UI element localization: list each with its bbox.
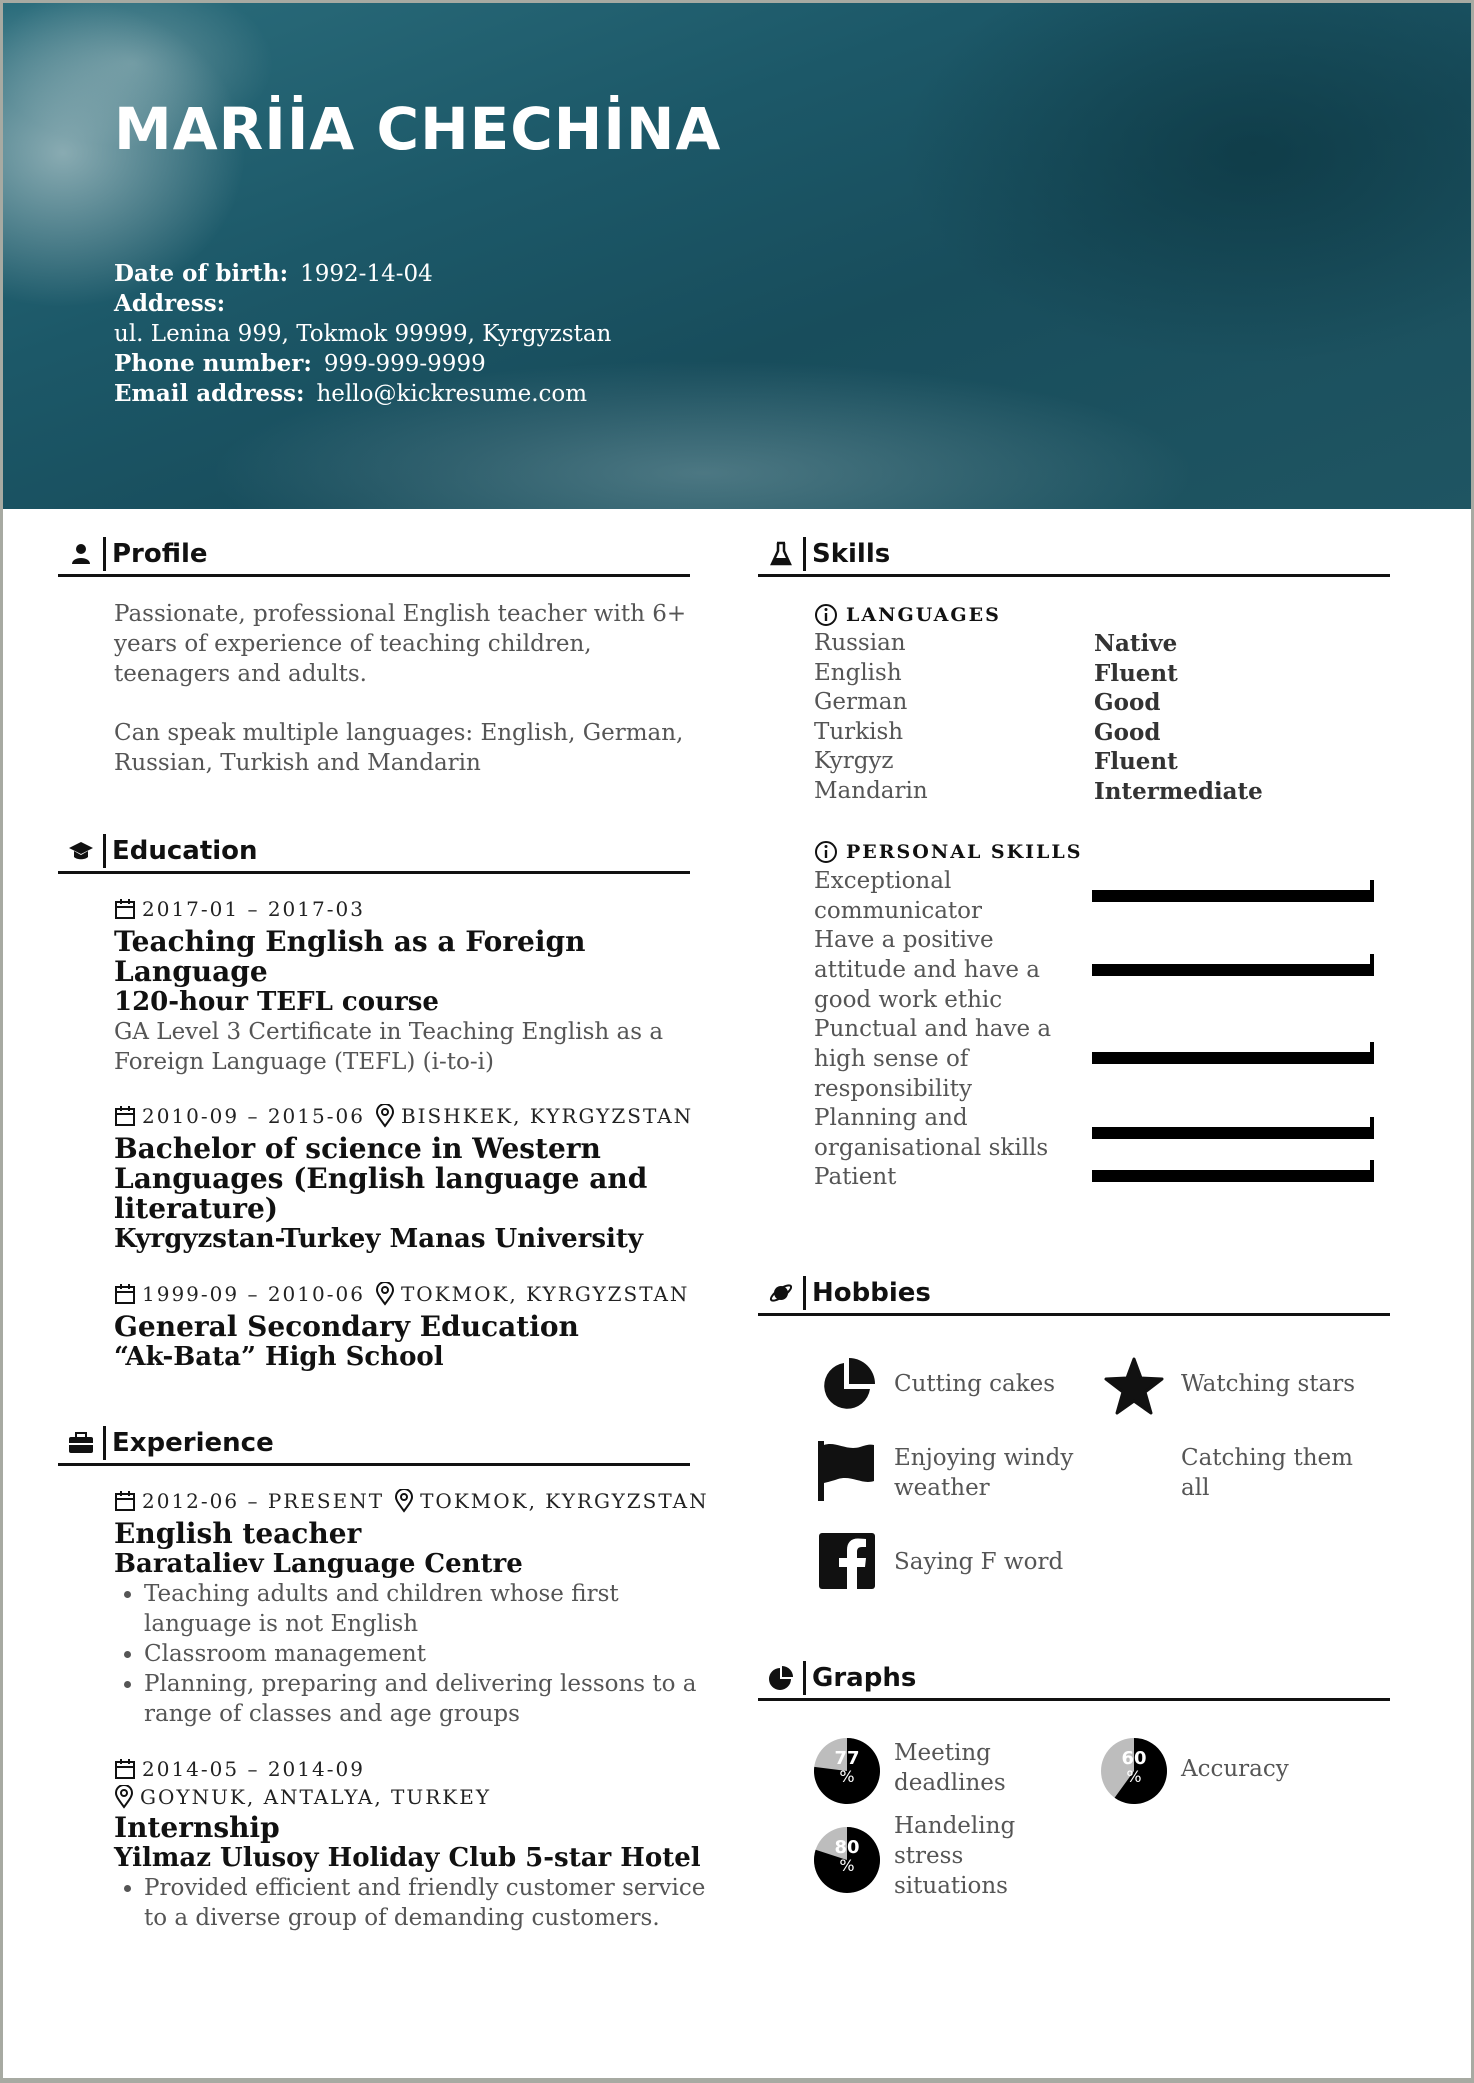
job-bullets: [114, 1873, 724, 1933]
education-item: [114, 1282, 714, 1372]
personal-skills-subheader: PERSONAL SKILLS: [814, 840, 1082, 864]
language-row: Turkish Good: [814, 718, 1161, 746]
language-row: English Fluent: [814, 659, 1178, 687]
address-label: Address:: [114, 290, 226, 317]
hobby-label: Enjoying windy weather: [894, 1445, 1074, 1501]
graphs-title: Graphs: [812, 1663, 917, 1693]
education-title: Education: [112, 836, 258, 866]
graph-unit: %: [1126, 1767, 1142, 1786]
location-pin-icon: [375, 1104, 395, 1128]
location-pin-icon: [394, 1489, 414, 1513]
donut-chart: [1101, 1738, 1167, 1808]
education-description: GA Level 3 Certificate in Teaching English as a Foreign Language (TEFL) (i-to-i): [114, 1019, 664, 1075]
personal-skill-bar: [1092, 890, 1374, 902]
personal-skill-bar: [1092, 1170, 1374, 1182]
pie-chart-icon: [766, 1663, 796, 1693]
experience-location: TOKMOK, KYRGYZSTAN: [420, 1489, 709, 1513]
flask-icon: [766, 539, 796, 569]
personal-skill-bar: [1092, 964, 1374, 976]
employer: Barataliev Language Centre: [114, 1549, 523, 1579]
hobbies-title: Hobbies: [812, 1278, 931, 1308]
education-title-text: Bachelor of science in Western Languages (English language and literature): [114, 1132, 648, 1225]
donut-chart: [814, 1827, 880, 1897]
experience-title: Experience: [112, 1428, 274, 1458]
job-bullets: [114, 1579, 724, 1729]
phone-label: Phone number:: [114, 350, 312, 377]
personal-skill-label: Planning and organisational skills: [814, 1105, 1049, 1161]
education-subtitle: “Ak-Bata” High School: [114, 1342, 444, 1372]
graph-value: 80: [834, 1837, 860, 1858]
profile-title: Profile: [112, 539, 208, 569]
education-dates: 2010-09 – 2015-06 BISHKEK, KYRGYZSTAN: [114, 1104, 714, 1128]
person-name: MARİİA CHECHİNA: [114, 95, 722, 163]
languages-list: [814, 629, 1334, 806]
graph-value: 60: [1121, 1748, 1147, 1769]
facebook-icon: [819, 1533, 875, 1589]
resume-page: [3, 3, 1471, 2078]
personal-skill-label: Have a positive attitude and have a good work ethic: [814, 927, 1040, 1013]
experience-dates: 2014-05 – 2014-09: [114, 1757, 724, 1781]
dob-value: 1992-14-04: [300, 261, 433, 287]
phone-value: 999-999-9999: [323, 351, 486, 377]
location-pin-icon: [114, 1785, 134, 1809]
education-location: BISHKEK, KYRGYZSTAN: [400, 1104, 694, 1128]
profile-paragraph-1: Passionate, professional English teacher with 6+ years of experience of teaching children, teenagers and adults.: [114, 601, 687, 687]
education-dates: 2017-01 – 2017-03: [114, 897, 714, 921]
education-location: TOKMOK, KYRGYZSTAN: [400, 1282, 690, 1306]
skills-header: [758, 534, 1390, 577]
education-title-text: Teaching English as a Foreign Language: [114, 925, 586, 988]
language-row: Russian Native: [814, 630, 1178, 657]
email-value[interactable]: hello@kickresume.com: [316, 381, 588, 407]
graph-label: Accuracy: [1181, 1756, 1289, 1782]
language-row: Kyrgyz Fluent: [814, 748, 1178, 775]
graphs-header: [758, 1658, 1390, 1701]
education-subtitle: 120-hour TEFL course: [114, 987, 439, 1017]
education-item: [114, 1104, 714, 1254]
personal-skill-label: Punctual and have a high sense of responsibility: [814, 1016, 1052, 1102]
job-title: Internship: [114, 1811, 280, 1844]
location-pin-icon: [375, 1282, 395, 1306]
languages-subheader: LANGUAGES: [814, 603, 1001, 627]
list-item: • Planning, preparing and delivering lessons to a range of classes and age groups: [144, 1669, 724, 1729]
hobby-label: Cutting cakes: [894, 1371, 1056, 1397]
employer: Yilmaz Ulusoy Holiday Club 5-star Hotel: [114, 1843, 701, 1873]
briefcase-icon: [66, 1428, 96, 1458]
experience-item: [114, 1757, 724, 1933]
list-item: • Provided efficient and friendly customer service to a diverse group of demanding customers.: [144, 1873, 724, 1933]
calendar-icon: [114, 1758, 136, 1780]
contact-info: [114, 259, 611, 409]
skills-title: Skills: [812, 539, 891, 569]
personal-skill-bar: [1092, 1052, 1374, 1064]
dob-label: Date of birth:: [114, 260, 289, 287]
calendar-icon: [114, 1490, 136, 1512]
personal-skill-label: Exceptional communicator: [814, 868, 983, 924]
language-row: German Good: [814, 689, 1161, 716]
address-value: ul. Lenina 999, Tokmok 99999, Kyrgyzstan: [114, 321, 612, 347]
education-subtitle: Kyrgyzstan-Turkey Manas University: [114, 1224, 643, 1254]
personal-skill-label: Patient: [814, 1164, 897, 1190]
education-item: [114, 897, 714, 1077]
profile-header: [58, 534, 690, 577]
graduation-cap-icon: [66, 836, 96, 866]
experience-dates: 2012-06 – PRESENT TOKMOK, KYRGYZSTAN: [114, 1489, 724, 1513]
hobby-label: Saying F word: [894, 1549, 1064, 1575]
hobbies-header: [758, 1273, 1390, 1316]
profile-paragraph-2: Can speak multiple languages: English, German, Russian, Turkish and Mandarin: [114, 720, 684, 776]
graph-unit: %: [839, 1767, 855, 1786]
job-title: English teacher: [114, 1517, 362, 1550]
graph-value: 77: [834, 1748, 860, 1769]
graph-label: Meeting deadlines: [894, 1740, 1006, 1796]
list-item: • Classroom management: [144, 1639, 724, 1669]
language-row: Mandarin Intermediate: [814, 777, 1263, 805]
graph-label: Handeling stress situations: [894, 1813, 1016, 1899]
star-icon: [1104, 1357, 1164, 1415]
pie-icon: [818, 1357, 876, 1415]
education-dates: 1999-09 – 2010-06 TOKMOK, KYRGYZSTAN: [114, 1282, 714, 1306]
experience-item: [114, 1489, 724, 1729]
header-banner: [3, 3, 1471, 509]
experience-location-row: [114, 1785, 724, 1809]
calendar-icon: [114, 898, 136, 920]
person-icon: [66, 539, 96, 569]
info-icon: [814, 603, 838, 627]
calendar-icon: [114, 1283, 136, 1305]
education-title-text: General Secondary Education: [114, 1310, 579, 1343]
list-item: • Teaching adults and children whose first language is not English: [144, 1579, 724, 1639]
experience-header: [58, 1423, 690, 1466]
planet-icon: [766, 1278, 796, 1308]
email-label: Email address:: [114, 380, 305, 407]
graph-unit: %: [839, 1856, 855, 1875]
education-header: [58, 831, 690, 874]
hobby-label: Watching stars: [1181, 1371, 1356, 1397]
hobby-label: Catching them all: [1181, 1445, 1353, 1501]
info-icon: [814, 840, 838, 864]
donut-chart: [814, 1738, 880, 1808]
personal-skill-bar: [1092, 1127, 1374, 1139]
flag-icon: [818, 1441, 876, 1501]
experience-location: GOYNUK, ANTALYA, TURKEY: [140, 1785, 492, 1809]
calendar-icon: [114, 1105, 136, 1127]
